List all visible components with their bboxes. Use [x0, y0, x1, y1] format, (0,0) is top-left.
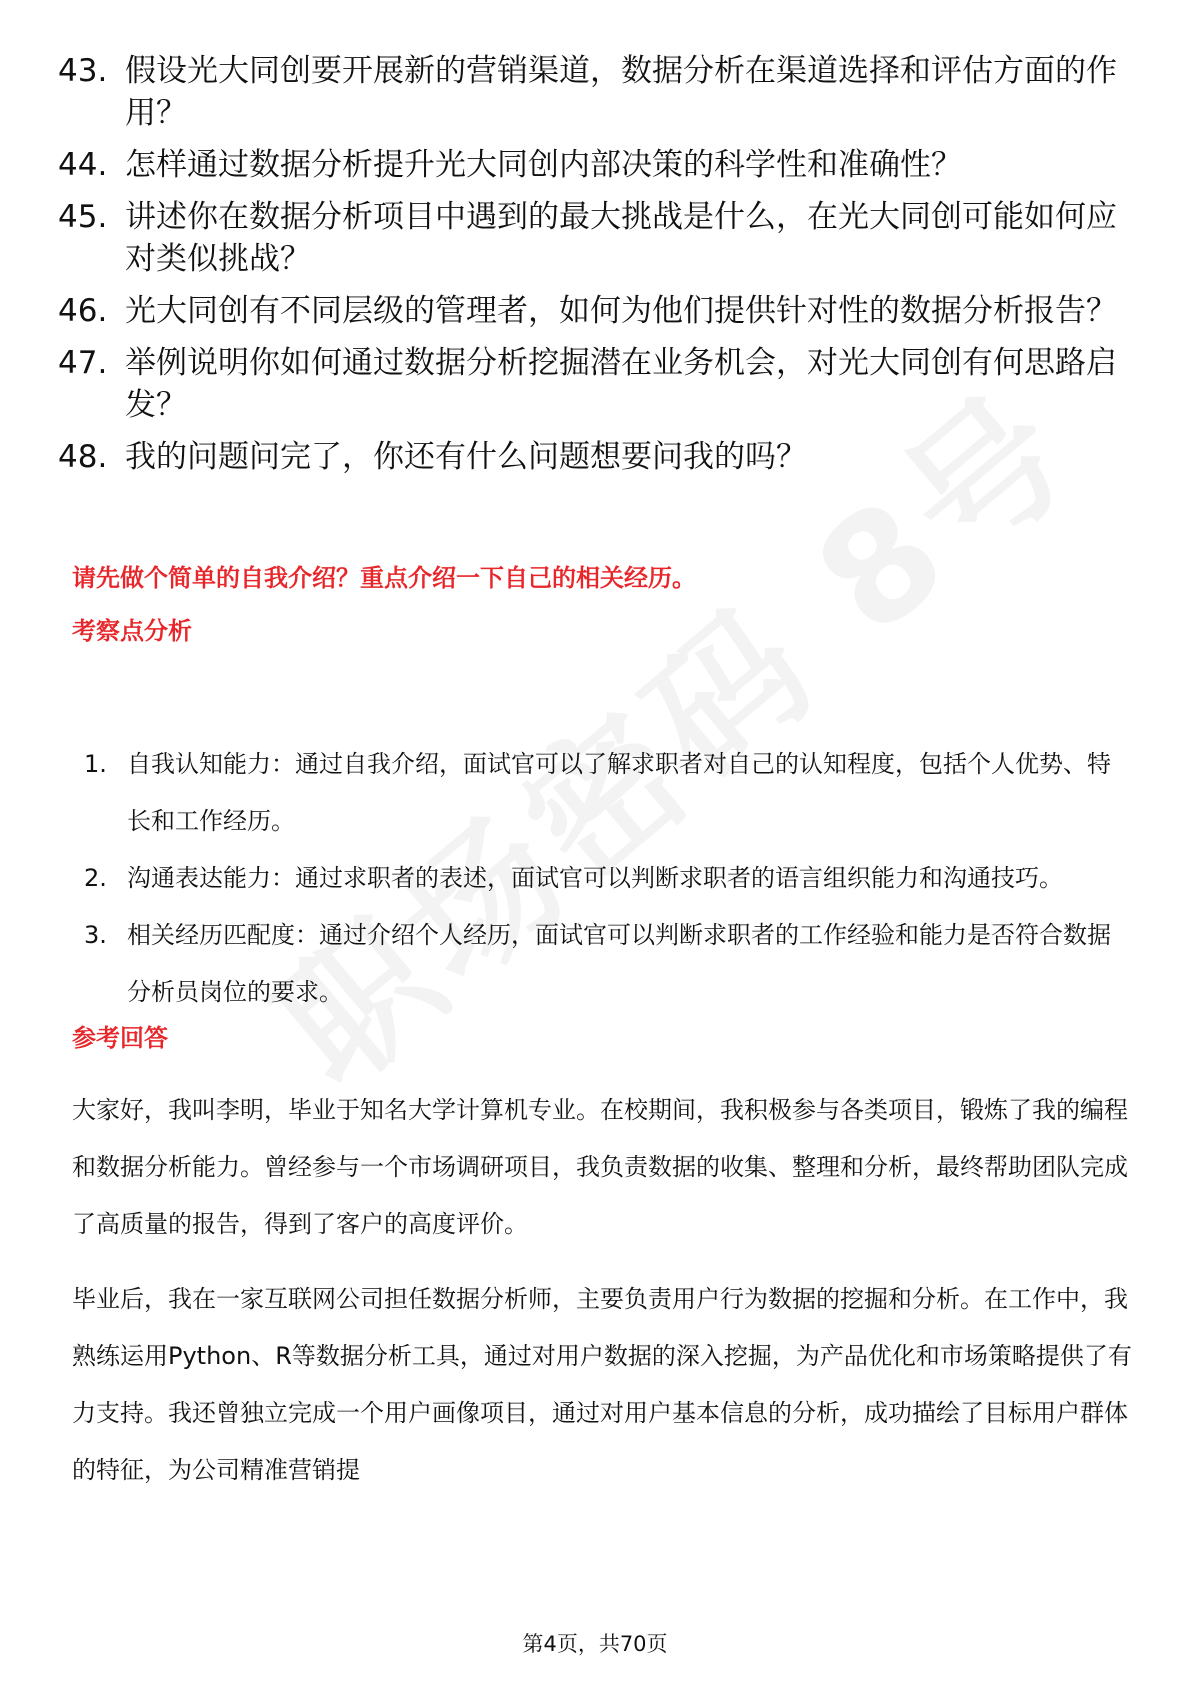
analysis-number: 3. [84, 921, 107, 949]
question-number: 48. [58, 439, 108, 475]
answer-paragraph: 毕业后，我在一家互联网公司担任数据分析师，主要负责用户行为数据的挖掘和分析。在工作中，我熟练运用Python、R等数据分析工具，通过对用户数据的深入挖掘，为产品优化和市场策略提供了有力支持。我还曾独立完成一个用户画像项目，通过对用户基本信息的分析，成功描绘了目标用户群体的特征，为公司精准营销提 [72, 1285, 1132, 1484]
analysis-text: 相关经历匹配度：通过介绍个人经历，面试官可以判断求职者的工作经验和能力是否符合数据分析员岗位的要求。 [127, 921, 1111, 1006]
analysis-number: 2. [84, 864, 107, 892]
question-item [58, 50, 1138, 134]
analysis-heading: 考察点分析 [72, 617, 192, 645]
question-text: 假设光大同创要开展新的营销渠道，数据分析在渠道选择和评估方面的作用？ [125, 53, 1117, 131]
question-item [58, 436, 1138, 478]
section-question: 请先做个简单的自我介绍？重点介绍一下自己的相关经历。 [72, 564, 696, 592]
question-text: 光大同创有不同层级的管理者，如何为他们提供针对性的数据分析报告？ [125, 293, 1117, 329]
analysis-number: 1. [84, 750, 107, 778]
page-footer: 第4页，共70页 [522, 1632, 668, 1656]
question-number: 45. [58, 199, 108, 235]
analysis-text: 自我认知能力：通过自我介绍，面试官可以了解求职者对自己的认知程度，包括个人优势、特长和工作经历。 [127, 750, 1111, 835]
question-text: 我的问题问完了，你还有什么问题想要问我的吗？ [125, 439, 807, 475]
question-number: 43. [58, 53, 108, 89]
question-item [58, 144, 1138, 186]
question-item [58, 342, 1138, 426]
analysis-item [84, 907, 1134, 1021]
answer-paragraph: 大家好，我叫李明，毕业于知名大学计算机专业。在校期间，我积极参与各类项目，锻炼了我的编程和数据分析能力。曾经参与一个市场调研项目，我负责数据的收集、整理和分析，最终帮助团队完成了高质量的报告，得到了客户的高度评价。 [72, 1096, 1128, 1238]
question-number: 46. [58, 293, 108, 329]
question-list [58, 50, 1138, 488]
question-item [58, 290, 1138, 332]
analysis-list [84, 736, 1134, 1021]
question-item [58, 196, 1138, 280]
question-number: 44. [58, 147, 108, 183]
analysis-text: 沟通表达能力：通过求职者的表述，面试官可以判断求职者的语言组织能力和沟通技巧。 [127, 864, 1063, 892]
question-number: 47. [58, 345, 108, 381]
question-text: 怎样通过数据分析提升光大同创内部决策的科学性和准确性？ [125, 147, 962, 183]
analysis-item [84, 850, 1134, 907]
question-text: 举例说明你如何通过数据分析挖掘潜在业务机会，对光大同创有何思路启发？ [125, 345, 1117, 423]
answer-heading: 参考回答 [72, 1024, 168, 1052]
analysis-item [84, 736, 1134, 850]
question-text: 讲述你在数据分析项目中遇到的最大挑战是什么，在光大同创可能如何应对类似挑战？ [125, 199, 1117, 277]
